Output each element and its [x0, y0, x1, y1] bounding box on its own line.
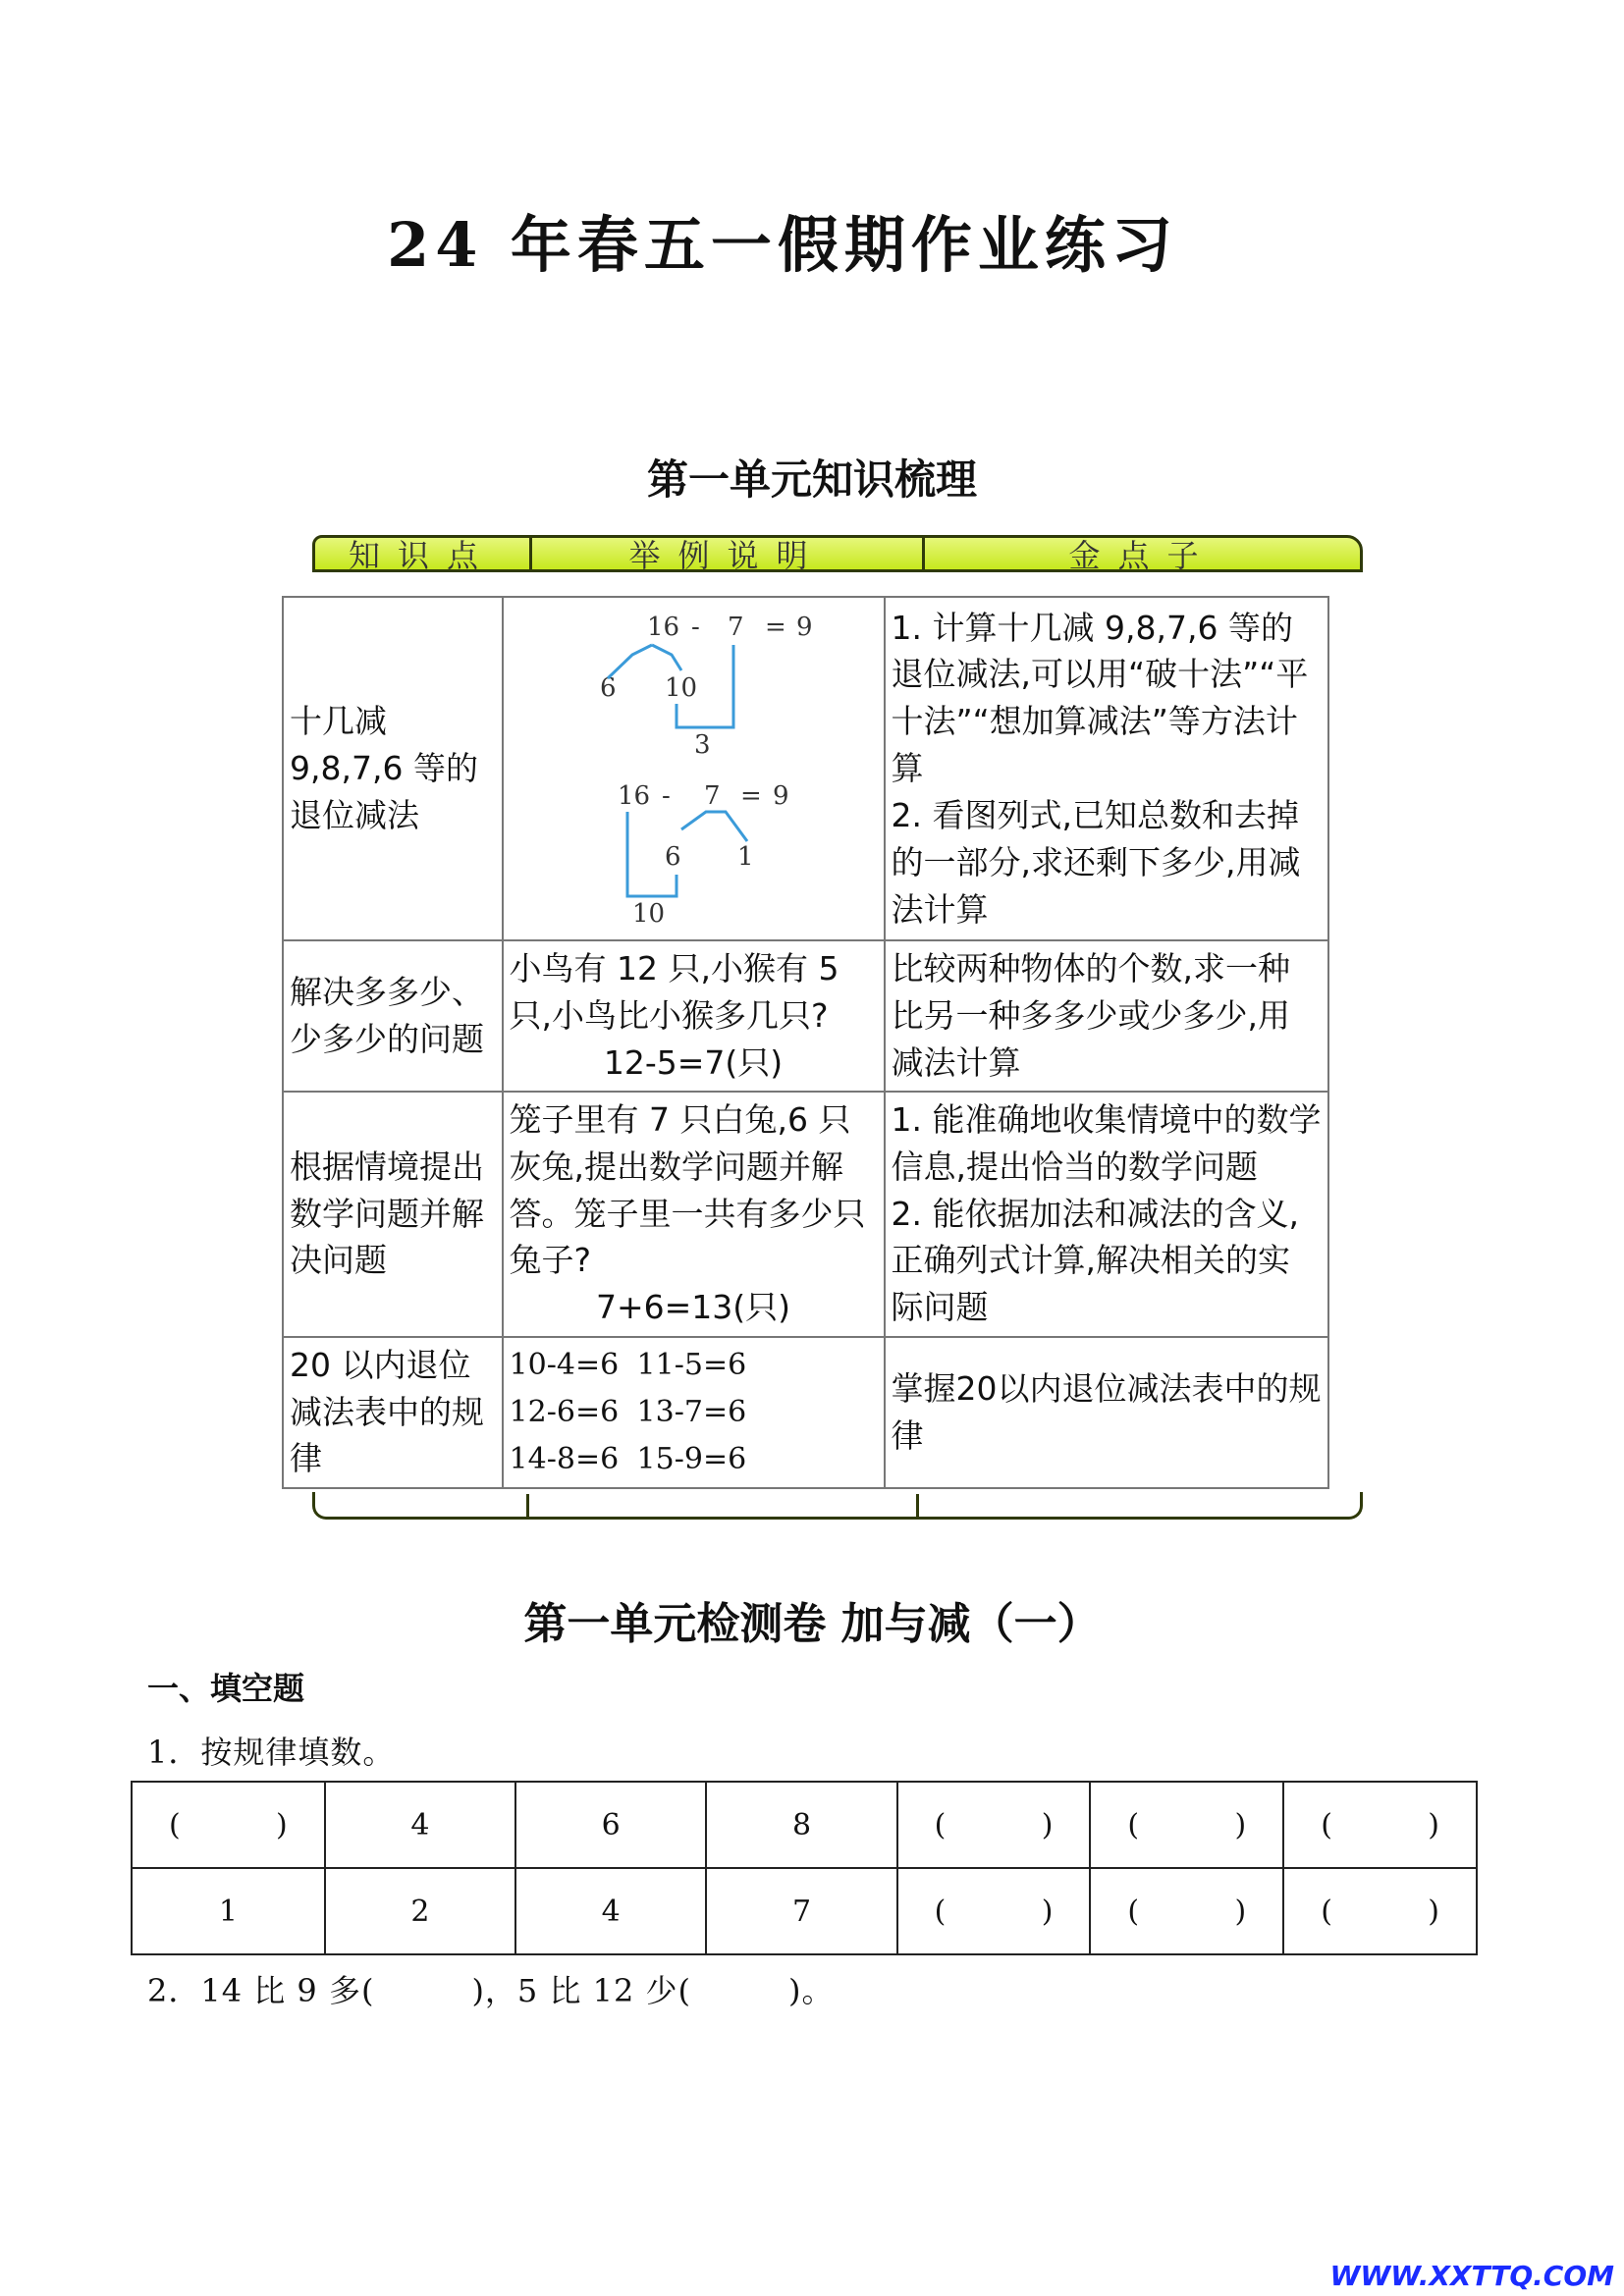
value-cell: 7 — [706, 1868, 896, 1954]
value-cell: 6 — [515, 1782, 706, 1868]
tip-line: 1. 能准确地收集情境中的数学信息,提出恰当的数学问题 — [891, 1099, 1322, 1186]
example-eq: 12-6=6 — [509, 1394, 620, 1429]
d1-n1: 16 — [646, 613, 679, 642]
value-cell: 2 — [325, 1868, 515, 1954]
d2-split-b: 1 — [736, 842, 754, 872]
tip-line: 掌握20以内退位减法表中的规律 — [891, 1368, 1322, 1455]
d2-bond-right — [716, 812, 747, 841]
knowledge-section-title: 第一单元知识梳理 — [646, 455, 977, 504]
d1-result: 3 — [693, 730, 711, 760]
point-cell: 十几减 9,8,7,6 等的退位减法 — [283, 597, 503, 940]
example-cell — [503, 1092, 885, 1337]
example-eq: 10-4=6 — [509, 1347, 620, 1382]
d1-arrow-left — [677, 704, 706, 727]
blank-cell[interactable]: ( ) — [1090, 1868, 1283, 1954]
blank-cell[interactable]: ( ) — [1283, 1868, 1477, 1954]
blank-cell[interactable]: ( ) — [132, 1782, 325, 1868]
table-row — [132, 1782, 1477, 1868]
example-eq: 14-8=6 — [509, 1441, 620, 1476]
d2-result: 10 — [631, 899, 665, 929]
tip-line: 比较两种物体的个数,求一种比另一种多多少或少多少,用减法计算 — [891, 949, 1291, 1082]
header-example: 举例说明 — [532, 538, 925, 569]
d2-ans: 9 — [772, 781, 789, 811]
d1-split-b: 10 — [664, 673, 697, 703]
example-cell — [503, 597, 885, 940]
example-formula: 12-5=7(只) — [603, 1042, 784, 1082]
number-bond-diagrams — [510, 602, 878, 935]
example-cell — [503, 1337, 885, 1488]
point-cell: 解决多多少、少多少的问题 — [283, 940, 503, 1092]
header-point: 知识点 — [315, 538, 532, 569]
example-eq: 11-5=6 — [636, 1347, 747, 1382]
example-eq: 13-7=6 — [636, 1394, 747, 1429]
table-bottom-bracket — [312, 1492, 1363, 1520]
blank-cell[interactable]: ( ) — [1090, 1782, 1283, 1868]
example-cell — [503, 940, 885, 1092]
d2-n2: 7 — [703, 781, 721, 811]
blank-cell[interactable]: ( ) — [897, 1868, 1091, 1954]
d1-n2: 7 — [727, 613, 744, 642]
d1-arrow-right — [706, 645, 733, 727]
tip-line: 2. 看图列式,已知总数和去掉的一部分,求还剩下多少,用减法计算 — [891, 795, 1301, 929]
tips-cell — [885, 597, 1328, 940]
header-tips: 金点子 — [1068, 537, 1217, 574]
d2-eq: = — [739, 781, 762, 811]
blank-cell[interactable]: ( ) — [1283, 1782, 1477, 1868]
value-cell: 1 — [132, 1868, 325, 1954]
blank-cell[interactable]: ( ) — [897, 1782, 1091, 1868]
value-cell: 4 — [325, 1782, 515, 1868]
table-row — [283, 1337, 1328, 1488]
example-text: 小鸟有 12 只,小猴有 5 只,小鸟比小猴多几只? — [509, 949, 839, 1035]
knowledge-table — [282, 596, 1329, 1489]
value-cell: 4 — [515, 1868, 706, 1954]
example-formula: 7+6=13(只) — [596, 1288, 791, 1327]
bracket-divider — [526, 1494, 529, 1520]
question-1: 1．按规律填数。 — [147, 1734, 396, 1771]
watermark-link[interactable]: WWW.XXTTQ.COM — [1329, 2260, 1614, 2292]
tips-cell — [885, 1092, 1328, 1337]
d1-split-a: 6 — [599, 673, 617, 703]
tips-cell — [885, 1337, 1328, 1488]
table-row — [283, 1092, 1328, 1337]
test-section-title: 第一单元检测卷 加与减（一） — [523, 1599, 1101, 1649]
table-row — [283, 597, 1328, 940]
question-2: 2．14 比 9 多( )，5 比 12 少( )。 — [147, 1972, 835, 2009]
bracket-divider — [916, 1494, 919, 1520]
example-eq: 15-9=6 — [636, 1441, 747, 1476]
d2-op: - — [661, 781, 671, 811]
value-cell: 8 — [706, 1782, 896, 1868]
d2-n1: 16 — [617, 781, 650, 811]
point-cell: 根据情境提出数学问题并解决问题 — [283, 1092, 503, 1337]
tip-line: 2. 能依据加法和减法的含义,正确列式计算,解决相关的实际问题 — [891, 1194, 1300, 1327]
example-text: 笼子里有 7 只白兔,6 只灰兔,提出数学问题并解答。笼子里一共有多少只兔子? — [509, 1099, 866, 1280]
tip-line: 1. 计算十几减 9,8,7,6 等的退位减法,可以用“破十法”“平十法”“想加算减法”等方法计算 — [891, 608, 1309, 788]
d2-split-a: 6 — [664, 842, 681, 872]
table-row — [283, 940, 1328, 1092]
tips-cell — [885, 940, 1328, 1092]
pattern-table — [131, 1781, 1478, 1955]
d2-bond-left — [681, 812, 716, 829]
d1-bond-left — [608, 645, 652, 678]
d1-eq: = — [764, 613, 786, 642]
d1-op: - — [690, 613, 700, 642]
page-title: 24 年春五一假期作业练习 — [387, 209, 1178, 281]
point-cell: 20 以内退位减法表中的规律 — [283, 1337, 503, 1488]
table-row — [132, 1868, 1477, 1954]
d1-bond-right — [652, 645, 681, 670]
part-heading: 一、填空题 — [147, 1670, 305, 1707]
knowledge-header-bar — [312, 535, 1363, 572]
d1-ans: 9 — [795, 613, 813, 642]
